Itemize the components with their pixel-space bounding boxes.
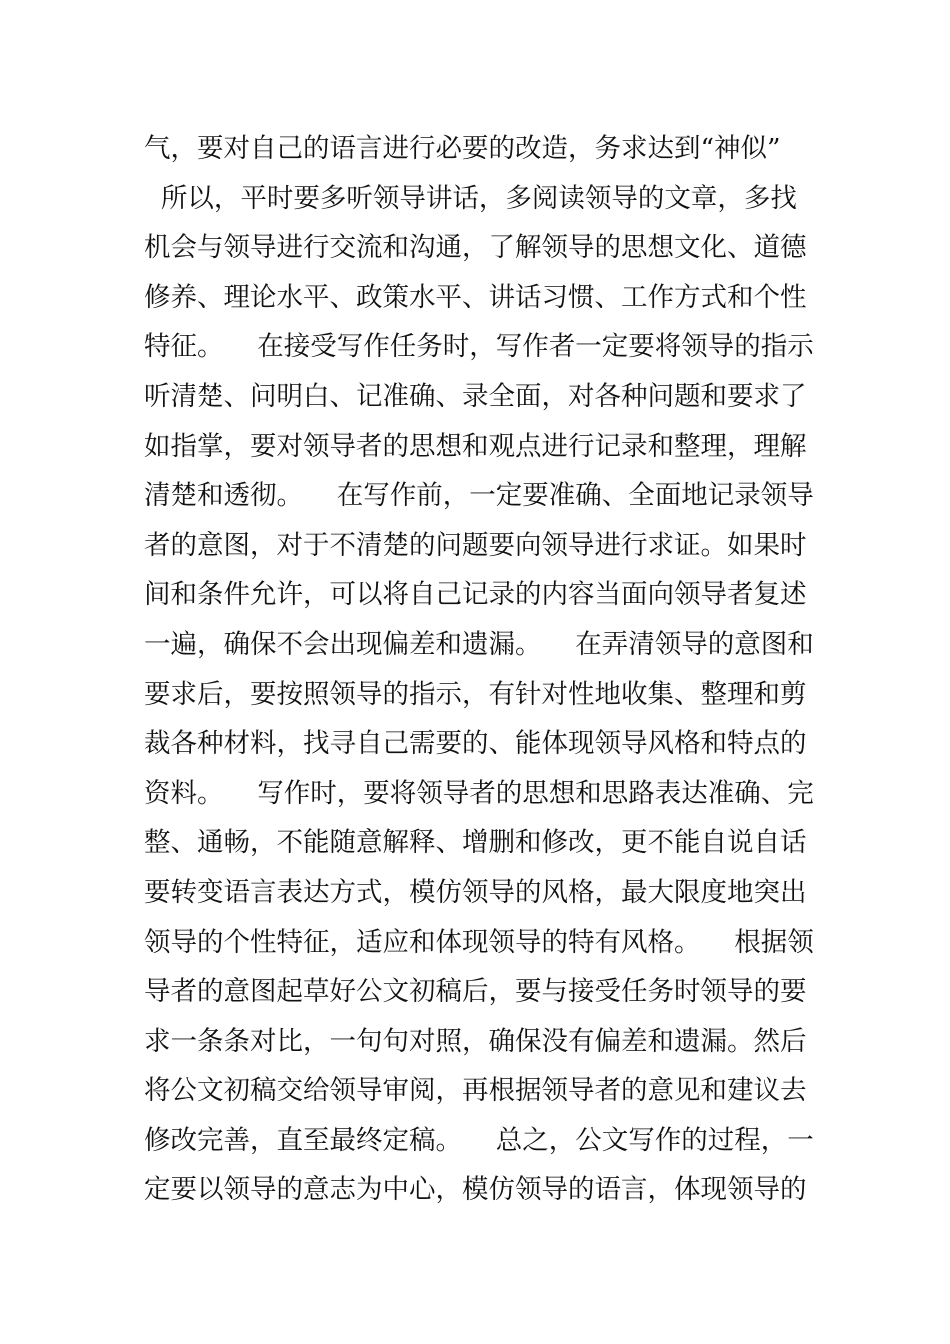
text-line-20: 将公文初稿交给领导审阅，再根据领导者的意见和建议去 <box>144 1075 807 1107</box>
text-line-12: 要求后，要按照领导的指示，有针对性地收集、整理和剪 <box>144 678 807 710</box>
text-line-10: 间和条件允许，可以将自己记录的内容当面向领导者复述 <box>144 579 807 611</box>
text-line-9: 者的意图，对于不清楚的问题要向领导进行求证。如果时 <box>144 529 807 561</box>
text-line-8: 清楚和透彻。 在写作前，一定要准确、全面地记录领导 <box>144 480 814 512</box>
text-line-13: 裁各种材料，找寻自己需要的、能体现领导风格和特点的 <box>144 728 807 760</box>
text-line-21: 修改完善，直至最终定稿。 总之，公文写作的过程，一 <box>144 1124 814 1156</box>
text-line-5: 特征。 在接受写作任务时，写作者一定要将领导的指示 <box>144 331 814 363</box>
text-line-2: 所以，平时要多听领导讲话，多阅读领导的文章，多找 <box>144 182 797 214</box>
text-line-6: 听清楚、问明白、记准确、录全面，对各种问题和要求了 <box>144 380 807 412</box>
text-line-22: 定要以领导的意志为中心，模仿领导的语言，体现领导的 <box>144 1174 807 1206</box>
text-line-14: 资料。 写作时，要将领导者的思想和思路表达准确、完 <box>144 777 814 809</box>
text-line-17: 领导的个性特征，适应和体现领导的特有风格。 根据领 <box>144 926 814 958</box>
text-line-1: 气，要对自己的语言进行必要的改造，务求达到“神似” <box>144 133 781 164</box>
text-line-19: 求一条条对比，一句句对照，确保没有偏差和遗漏。然后 <box>144 1025 807 1057</box>
text-line-3: 机会与领导进行交流和沟通，了解领导的思想文化、道德 <box>144 232 807 264</box>
text-line-11: 一遍，确保不会出现偏差和遗漏。 在弄清领导的意图和 <box>144 628 814 660</box>
text-line-15: 整、通畅，不能随意解释、增删和修改，更不能自说自话 <box>144 827 807 859</box>
text-line-4: 修养、理论水平、政策水平、讲话习惯、工作方式和个性 <box>144 281 807 313</box>
text-line-7: 如指掌，要对领导者的思想和观点进行记录和整理，理解 <box>144 430 807 462</box>
body-text <box>144 124 824 1215</box>
text-line-18: 导者的意图起草好公文初稿后，要与接受任务时领导的要 <box>144 976 807 1008</box>
text-line-16: 要转变语言表达方式，模仿领导的风格，最大限度地突出 <box>144 876 807 908</box>
